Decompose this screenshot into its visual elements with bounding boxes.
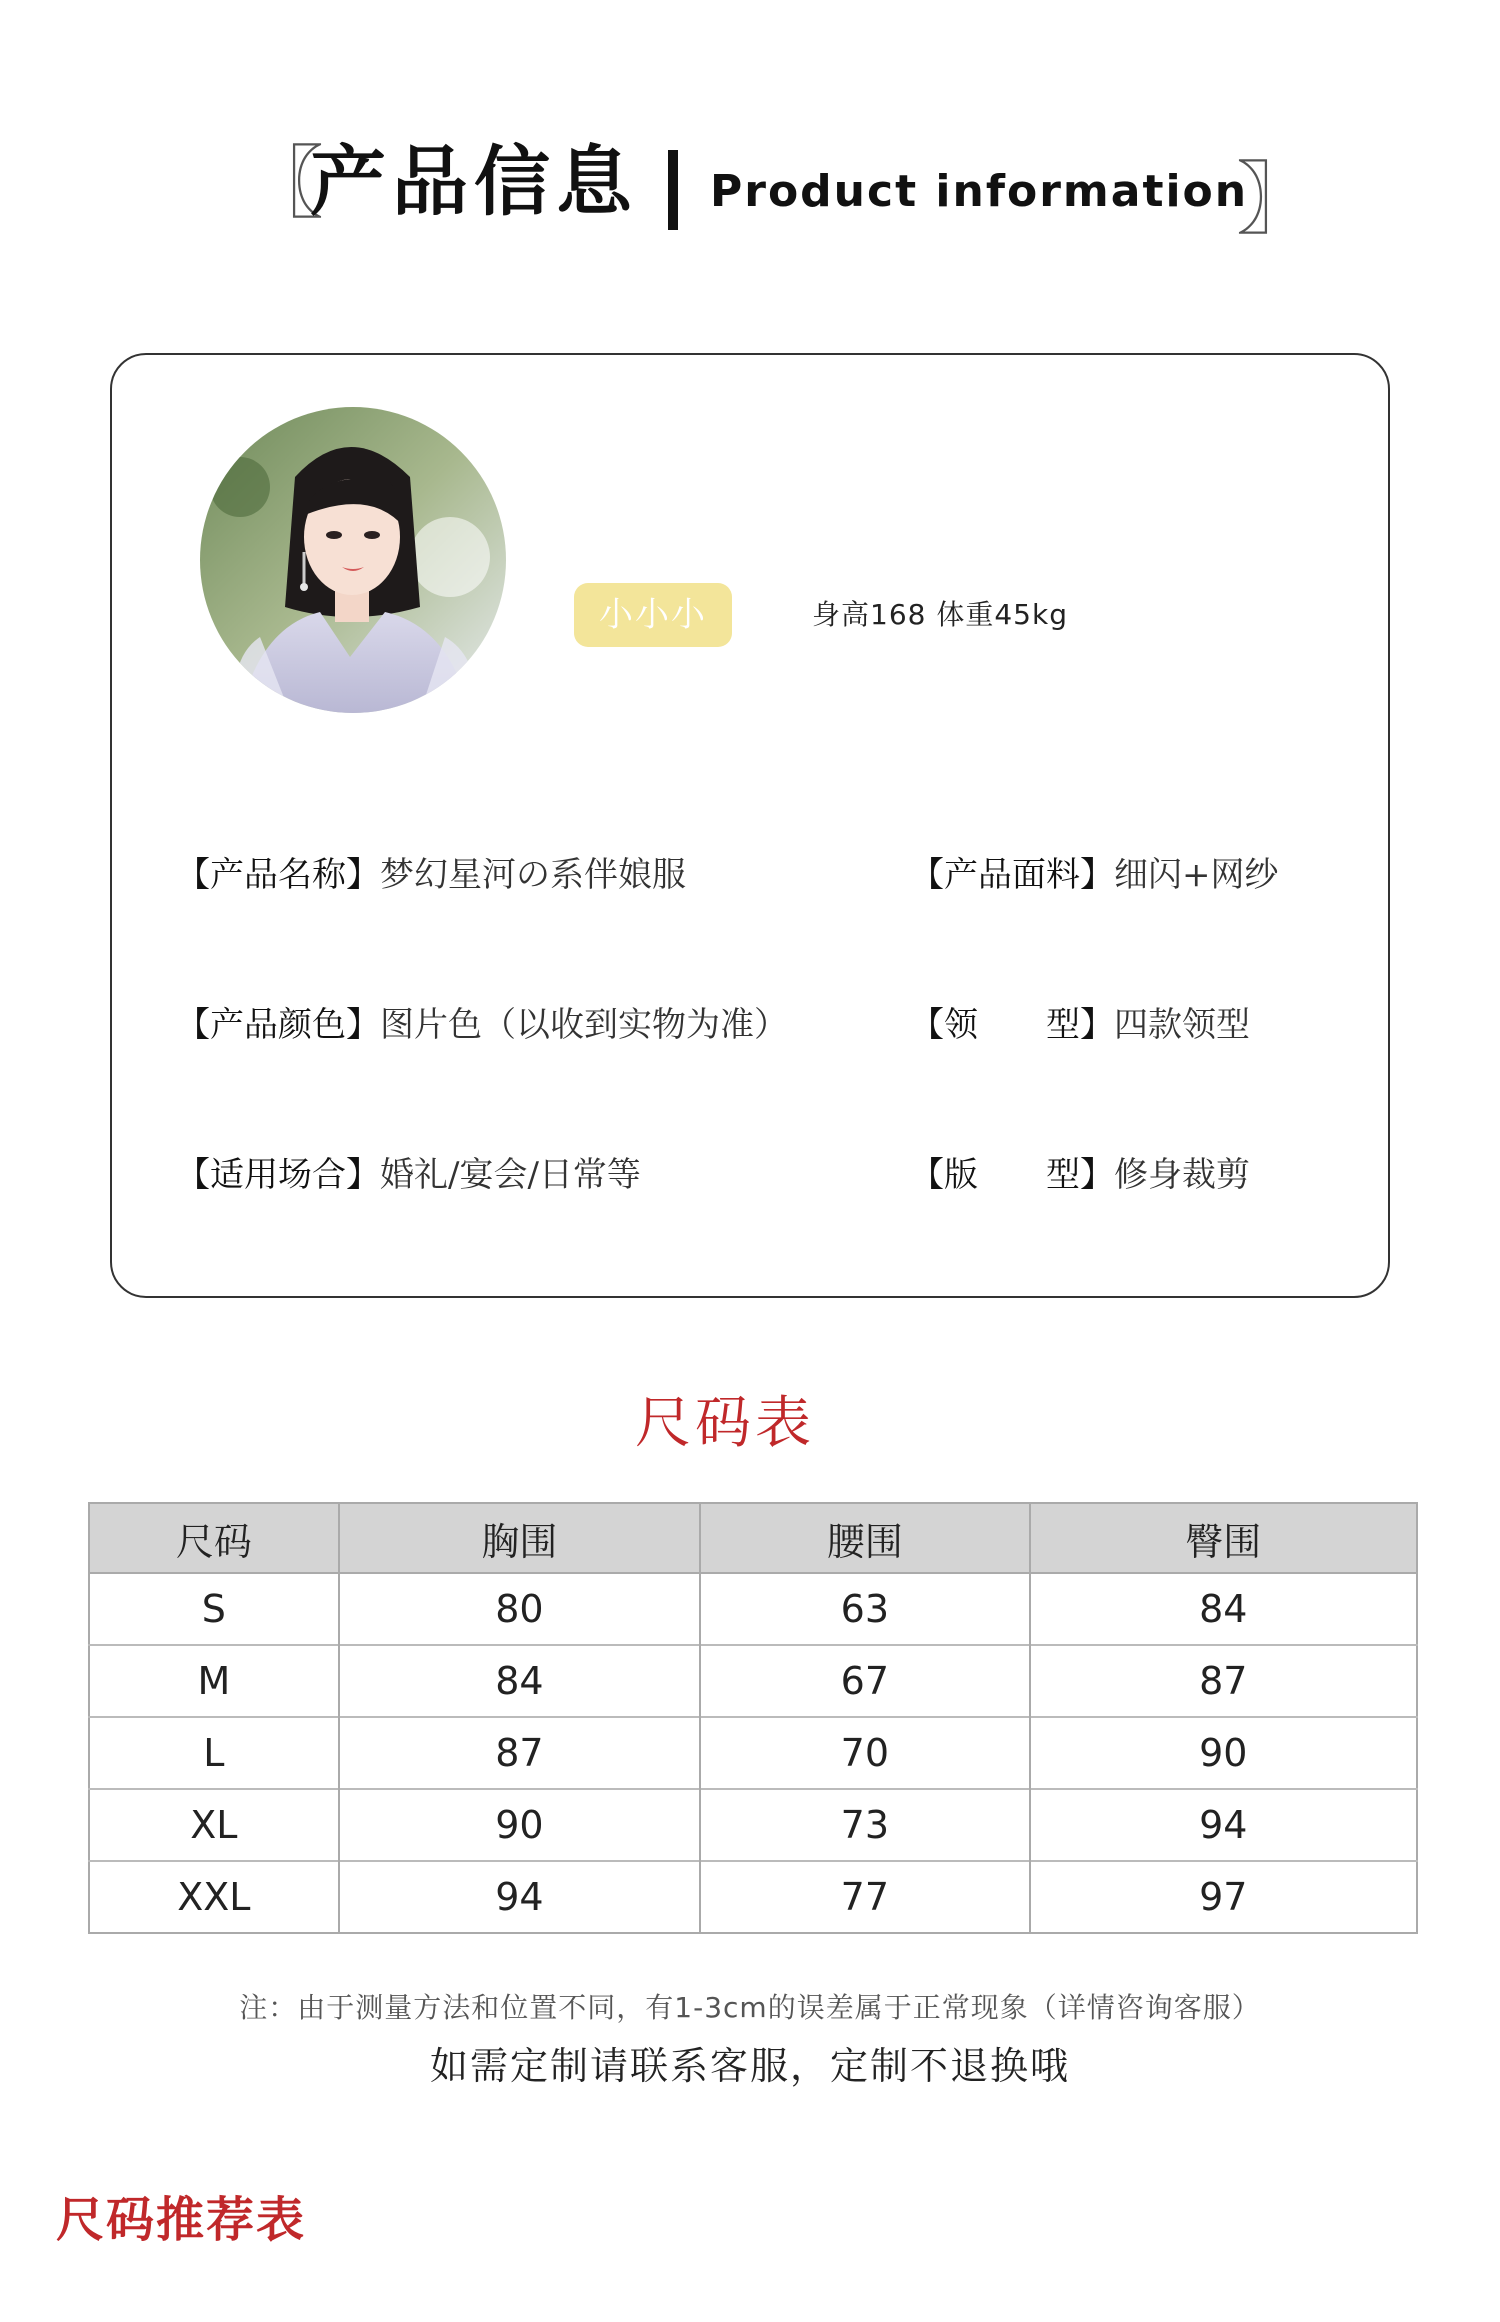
cell-size: XXL (89, 1861, 339, 1933)
cell-hip: 94 (1030, 1789, 1417, 1861)
model-photo-illustration (200, 407, 506, 713)
header-hip: 臀围 (1030, 1503, 1417, 1573)
cell-waist: 73 (700, 1789, 1029, 1861)
cell-size: S (89, 1573, 339, 1645)
right-bracket: 〗 (1236, 153, 1316, 246)
table-row (89, 1789, 1417, 1861)
table-row (89, 1861, 1417, 1933)
cell-waist: 70 (700, 1717, 1029, 1789)
cell-chest: 84 (339, 1645, 700, 1717)
cell-chest: 80 (339, 1573, 700, 1645)
header-waist: 腰围 (700, 1503, 1029, 1573)
cell-chest: 87 (339, 1717, 700, 1789)
info-value: 四款领型 (1114, 1005, 1250, 1045)
title-english: Product information (710, 166, 1249, 217)
info-label: 【领 型】 (910, 1005, 1114, 1045)
model-name-badge: 小小小 (574, 583, 732, 647)
cell-hip: 90 (1030, 1717, 1417, 1789)
info-label: 【版 型】 (910, 1155, 1114, 1195)
cell-size: L (89, 1717, 339, 1789)
cell-size: M (89, 1645, 339, 1717)
info-product-name (176, 851, 686, 899)
cell-hip: 84 (1030, 1573, 1417, 1645)
cell-hip: 97 (1030, 1861, 1417, 1933)
size-recommendation-title: 尺码推荐表 (56, 2192, 307, 2248)
info-color (176, 1001, 788, 1049)
measurement-note: 注：由于测量方法和位置不同，有1-3cm的误差属于正常现象（详情咨询客服） (239, 1991, 1261, 2024)
info-value: 修身裁剪 (1114, 1155, 1250, 1195)
info-value: 细闪+网纱 (1114, 855, 1279, 895)
cell-waist: 63 (700, 1573, 1029, 1645)
model-avatar (200, 407, 506, 713)
header-chest: 胸围 (339, 1503, 700, 1573)
title-divider (668, 150, 678, 230)
header-size: 尺码 (89, 1503, 339, 1573)
info-fit (910, 1151, 1250, 1199)
table-row (89, 1717, 1417, 1789)
info-label: 【产品颜色】 (176, 1005, 380, 1045)
cell-size: XL (89, 1789, 339, 1861)
info-label: 【适用场合】 (176, 1155, 380, 1195)
table-row (89, 1573, 1417, 1645)
info-value: 图片色（以收到实物为准） (380, 1005, 788, 1045)
cell-hip: 87 (1030, 1645, 1417, 1717)
size-chart-table (88, 1502, 1418, 1934)
info-value: 婚礼/宴会/日常等 (380, 1155, 641, 1195)
info-value: 梦幻星河の系伴娘服 (380, 855, 686, 895)
table-header-row (89, 1503, 1417, 1573)
product-info-card (110, 353, 1390, 1298)
left-bracket: 〖 (244, 137, 324, 230)
size-chart-title: 尺码表 (635, 1391, 815, 1456)
cell-chest: 94 (339, 1861, 700, 1933)
info-occasion (176, 1151, 641, 1199)
title-chinese: 产品信息 (310, 137, 638, 226)
table-row (89, 1645, 1417, 1717)
info-label: 【产品面料】 (910, 855, 1114, 895)
custom-order-note: 如需定制请联系客服，定制不退换哦 (429, 2044, 1070, 2088)
cell-chest: 90 (339, 1789, 700, 1861)
info-neckline (910, 1001, 1250, 1049)
cell-waist: 67 (700, 1645, 1029, 1717)
model-stats: 身高168 体重45kg (812, 598, 1068, 631)
cell-waist: 77 (700, 1861, 1029, 1933)
info-fabric (910, 851, 1279, 899)
info-label: 【产品名称】 (176, 855, 380, 895)
product-info-header (0, 120, 1500, 250)
